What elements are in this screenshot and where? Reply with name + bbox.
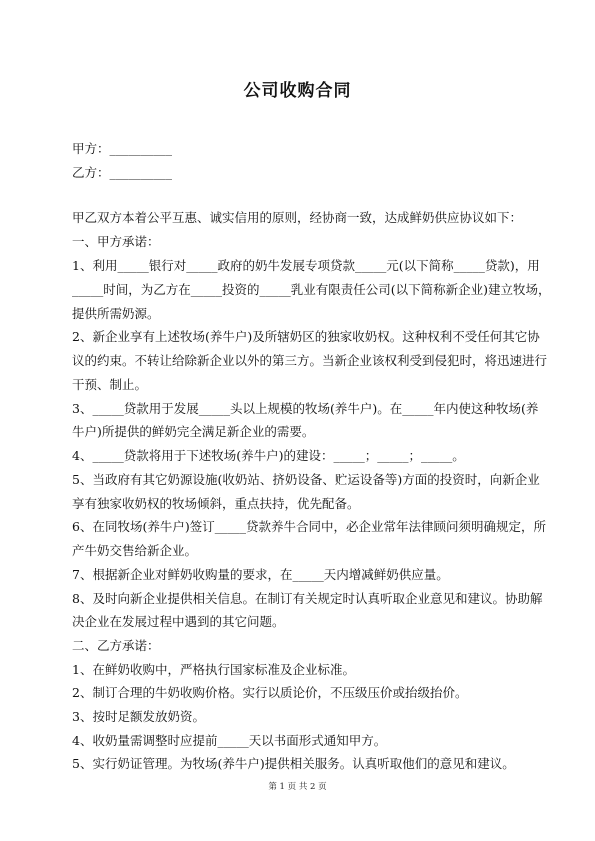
section-a-line: 3、_____贷款用于发展_____头以上规模的牧场(养牛户)。在_____年内使这种牧场(养: [72, 401, 539, 416]
section-b-line: 2、制订合理的牛奶收购价格。实行以质论价，不压级压价或抬级抬价。: [72, 685, 468, 700]
section-a-heading: 一、甲方承诺：: [72, 234, 160, 249]
section-b-line: 1、在鲜奶收购中，严格执行国家标准及企业标准。: [72, 662, 355, 677]
section-b-line: 5、实行奶证管理。为牧场(养牛户)提供相关服务。认真听取他们的意见和建议。: [72, 756, 515, 771]
section-a-line: 8、及时向新企业提供相关信息。在制订有关规定时认真听取企业意见和建议。协助解: [72, 591, 543, 606]
party-b-line: 乙方：__________: [72, 165, 173, 180]
section-a-line: 7、根据新企业对鲜奶收购量的要求，在_____天内增减鲜奶供应量。: [72, 567, 449, 582]
section-a-line: _____时间，为乙方在_____投资的_____乳业有限责任公司(以下简称新企业)建立牧场，: [72, 282, 551, 297]
section-b-line: 4、收奶量需调整时应提前_____天以书面形式通知甲方。: [72, 733, 387, 748]
section-a-line: 提供所需奶源。: [72, 306, 160, 321]
section-a-line: 干预、制止。: [72, 377, 148, 392]
section-a-line: 2、新企业享有上述牧场(养牛户)及所辖奶区的独家收奶权。这种权利不受任何其它协: [72, 329, 540, 344]
section-a-line: 议的约束。不转让给除新企业以外的第三方。当新企业该权利受到侵犯时，将迅速进行: [72, 353, 548, 368]
section-b-heading: 二、乙方承诺：: [72, 638, 160, 653]
section-a-line: 享有独家收奶权的牧场倾斜，重点扶持，优先配备。: [72, 496, 360, 511]
section-a-line: 牛户)所提供的鲜奶完全满足新企业的需要。: [72, 424, 315, 439]
section-a-line: 4、_____贷款将用于下述牧场(养牛户)的建设：_____；_____；_____。: [72, 448, 465, 463]
page-number-footer: 第 1 页 共 2 页: [268, 782, 327, 792]
section-a-line: 1、利用_____银行对_____政府的奶牛发展专项贷款_____元(以下简称_____贷款)，用: [72, 258, 540, 273]
document-body: [72, 0, 551, 841]
section-a-line: 5、当政府有其它奶源设施(收奶站、挤奶设备、贮运设备等)方面的投资时，向新企业: [72, 472, 540, 487]
section-a-line: 6、在同牧场(养牛户)签订_____贷款养牛合同中，必企业常年法律顾问须明确规定，所: [72, 519, 546, 534]
section-a-line: 决企业在发展过程中遇到的其它问题。: [72, 614, 285, 629]
party-a-line: 甲方：__________: [72, 141, 173, 156]
section-a-line: 产牛奶交售给新企业。: [72, 543, 198, 558]
document-title: 公司收购合同: [243, 81, 352, 101]
section-b-line: 3、按时足额发放奶资。: [72, 709, 205, 724]
intro-paragraph: 甲乙双方本着公平互惠、诚实信用的原则，经协商一致，达成鲜奶供应协议如下：: [72, 210, 523, 225]
